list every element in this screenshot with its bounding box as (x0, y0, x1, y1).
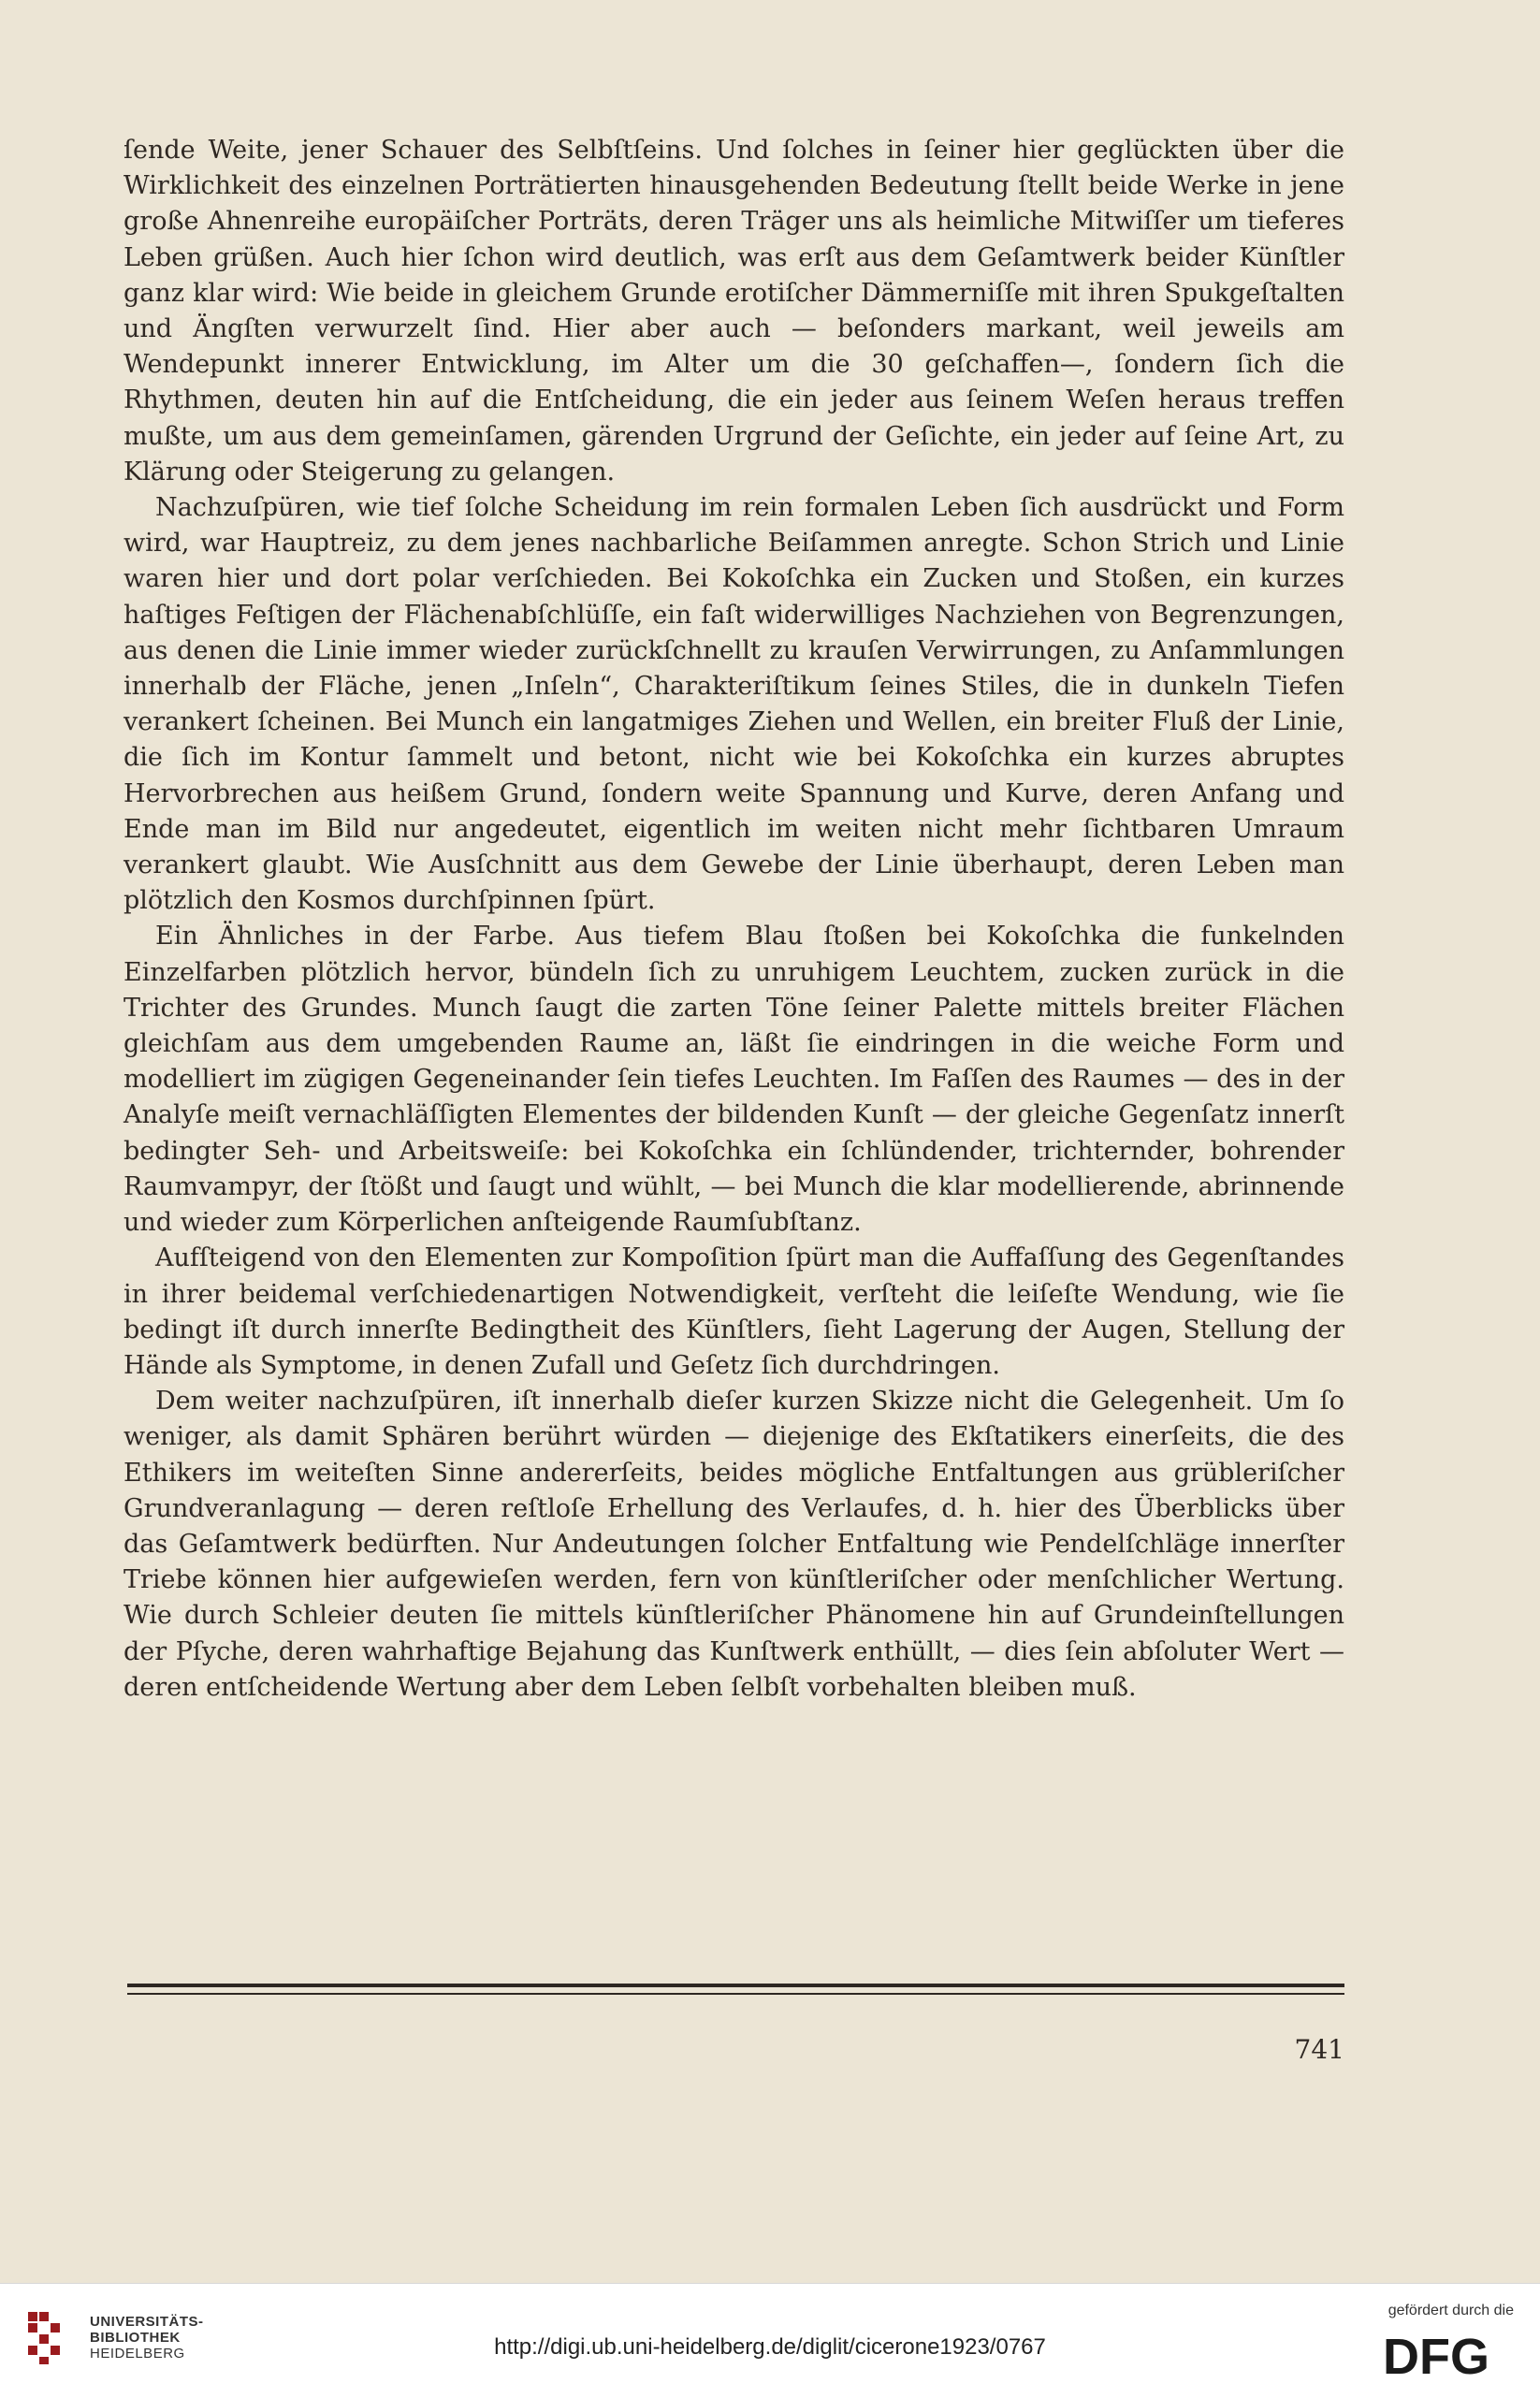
footer-rule-thin (127, 1993, 1344, 1995)
page-number: 741 (1294, 2034, 1344, 2065)
paragraph: Aufſteigend von den Elementen zur Kompoſition ſpürt man die Auffaſſung des Gegenſtandes in ihrer beidemal verſchiedenartigen Notwendigkeit, verſteht die leiſeſte Wendung, wie ſie bedingt iſt durch innerſte Bedingtheit des Künſtlers, ſieht Lagerung der Augen, Stellung der Hände als Symptome, in denen Zufall und Geſetz ſich durchdringen. (123, 1243, 1344, 1380)
library-name-line: UNIVERSITÄTS- (90, 2314, 204, 2330)
paragraph: ſende Weite, jener Schauer des Selbſtſeins. Und ſolches in ſeiner hier geglückten über die Wirklichkeit des einzelnen Porträtierten hinausgehenden Bedeutung ſtellt beide Werke in jene große Ahnenreihe europäiſcher Porträts, deren Träger uns als heimliche Mitwiſſer um tieferes Leben grüßen. Auch hier ſchon wird deutlich, was erſt aus dem Geſamtwerk beider Künſtler ganz klar wird: Wie beide in gleichem Grunde erotiſcher Dämmerniſſe mit ihren Spukgeſtalten und Ängſten verwurzelt ſind. Hier aber auch — beſonders markant, weil jeweils am Wendepunkt innerer Entwicklung, im Alter um die 30 geſchaffen—, ſondern ſich die Rhythmen, deuten hin auf die Entſcheidung, die ein jeder aus ſeinem Weſen heraus treffen mußte, um aus dem gemeinſamen, gärenden Urgrund der Geſichte, ein jeder auf ſeine Art, zu Klärung oder Steigerung zu gelangen. (123, 136, 1344, 487)
body-text (123, 133, 1344, 1706)
dfg-logo-text: DFG (1383, 2331, 1489, 2379)
library-name (90, 2314, 204, 2362)
ub-heidelberg-logo-icon[interactable] (26, 2310, 73, 2366)
permalink-url[interactable]: http://digi.ub.uni-heidelberg.de/diglit/cicerone1923/0767 (494, 2334, 1046, 2360)
viewer-footer (0, 2283, 1540, 2398)
library-name-line: BIBLIOTHEK (90, 2330, 181, 2346)
paragraph: Dem weiter nachzuſpüren, iſt innerhalb dieſer kurzen Skizze nicht die Gelegenheit. Um ſo weniger, als damit Sphären berührt würden — diejenige des Ekſtatikers einerſeits, die des Ethikers im weiteſten Sinne andererſeits, beides mögliche Entfaltungen aus grübleriſcher Grundveranlagung — deren reſtloſe Erhellung des Verlaufes, d. h. hier des Überblicks über das Geſamtwerk bedürften. Nur Andeutungen ſolcher Entfaltung wie Pendelſchläge innerſter Triebe können hier aufgewieſen werden, fern von künſtleriſcher oder menſchlicher Wertung. Wie durch Schleier deuten ſie mittels künſtleriſcher Phänomene hin auf Grundeinſtellungen der Pſyche, deren wahrhaftige Bejahung das Kunſtwerk enthüllt, — dies ſein abſoluter Wert — deren entſcheidende Wertung aber dem Leben ſelbſt vorbehalten bleiben muß. (123, 1387, 1344, 1702)
dfg-logo-icon[interactable] (1359, 2331, 1514, 2379)
paragraph: Nachzuſpüren, wie tief ſolche Scheidung im rein formalen Leben ſich ausdrückt und Form wird, war Hauptreiz, zu dem jenes nachbarliche Beiſammen anregte. Schon Strich und Linie waren hier und dort polar verſchieden. Bei Kokoſchka ein Zucken und Stoßen, ein kurzes haſtiges Feſtigen der Flächenabſchlüſſe, ein faſt widerwilliges Nachziehen von Begrenzungen, aus denen die Linie immer wieder zurückſchnellt zu krauſen Verwirrungen, zu Anſammlungen innerhalb der Fläche, jenen „Inſeln“, Charakteriſtikum ſeines Stiles, die in dunkeln Tiefen verankert ſcheinen. Bei Munch ein langatmiges Ziehen und Wellen, ein breiter Fluß der Linie, die ſich im Kontur ſammelt und betont, nicht wie bei Kokoſchka ein kurzes abruptes Hervorbrechen aus heißem Grund, ſondern weite Spannung und Kurve, deren Anfang und Ende man im Bild nur angedeutet, eigentlich im weiten nicht mehr ſichtbaren Umraum verankert glaubt. Wie Ausſchnitt aus dem Gewebe der Linie überhaupt, deren Leben man plötzlich den Kosmos durchſpinnen ſpürt. (123, 493, 1344, 916)
sponsor-caption: gefördert durch die (1387, 2303, 1514, 2318)
paragraph: Ein Ähnliches in der Farbe. Aus tiefem Blau ſtoßen bei Kokoſchka die funkelnden Einzelfarben plötzlich hervor, bündeln ſich zu unruhigem Leuchtem, zucken zurück in die Trichter des Grundes. Munch ſaugt die zarten Töne ſeiner Palette mittels breiter Flächen gleichſam aus dem umgebenden Raume an, läßt ſie eindringen in die weiche Form und modelliert im zügigen Gegeneinander ſein tiefes Leuchten. Im Faſſen des Raumes — des in der Analyſe meiſt vernachläſſigten Elementes der bildenden Kunſt — der gleiche Gegenſatz innerſt bedingter Seh- und Arbeitsweiſe: bei Kokoſchka ein ſchlündender, trichternder, bohrender Raumvampyr, der ſtößt und ſaugt und wühlt, — bei Munch die klar modellierende, abrinnende und wieder zum Körperlichen anſteigende Raumſubſtanz. (123, 922, 1344, 1238)
library-name-line: HEIDELBERG (90, 2346, 185, 2362)
footer-rule-thick (127, 1984, 1344, 1987)
